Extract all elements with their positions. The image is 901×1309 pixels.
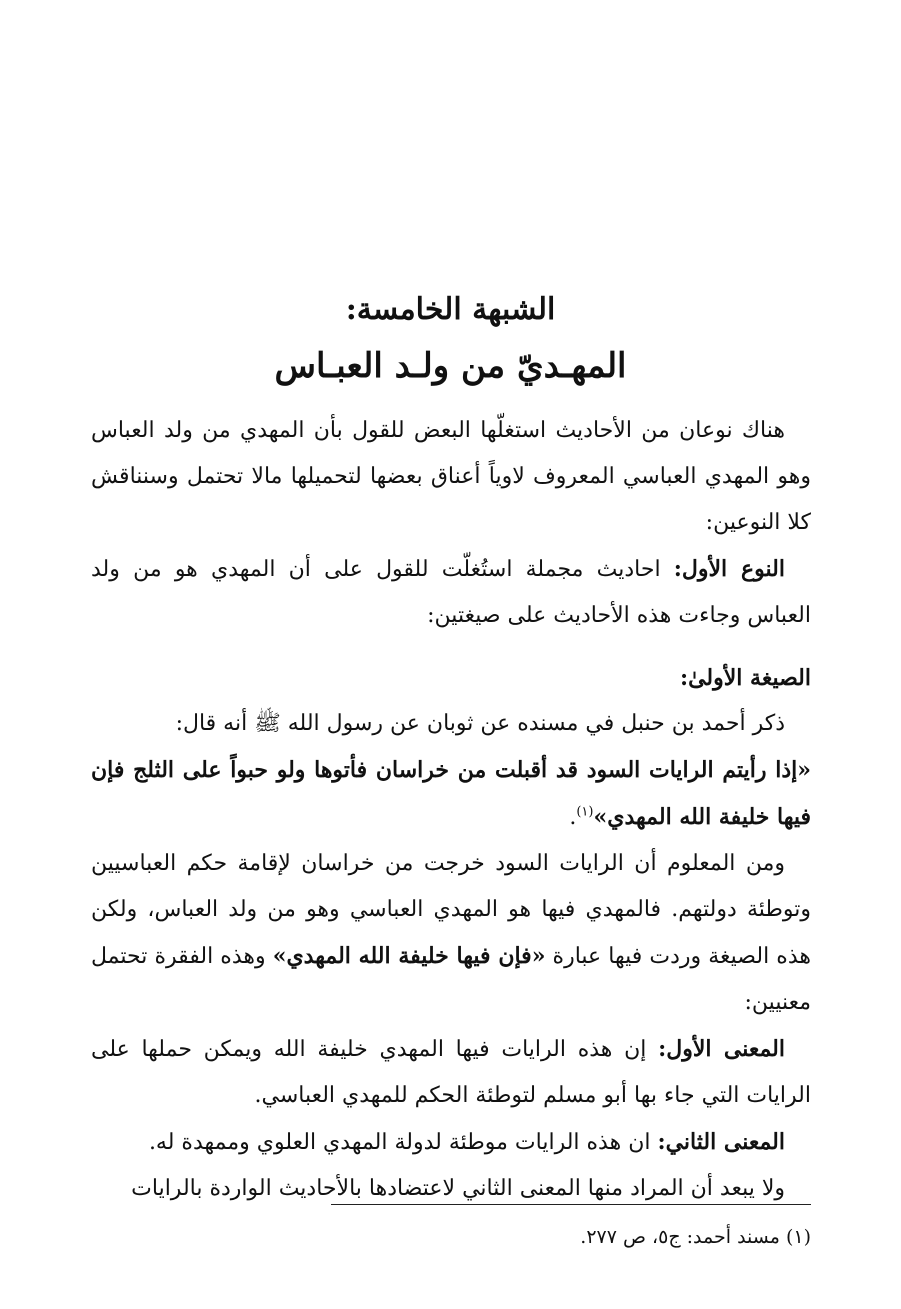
body-text <box>91 408 811 1212</box>
section-heading: الصيغة الأولىٰ: <box>679 665 811 691</box>
footnote-divider <box>331 1204 811 1205</box>
narration-intro: ذكر أحمد بن حنبل في مسنده عن ثوبان عن رسول الله ﷺ أنه قال: <box>175 711 785 736</box>
meaning1-text: إن هذه الرايات فيها المهدي خليفة الله ويمكن حملها على الرايات التي جاء بها أبو مسلم لتوطئة الحكم للمهدي العباسي. <box>91 1037 811 1108</box>
chapter-title: الشبهة الخامسة: <box>345 292 556 327</box>
footnote: (١) مسند أحمد: ج٥، ص ٢٧٧. <box>580 1226 811 1248</box>
type1-label: النوع الأول: <box>673 556 785 582</box>
closing-paragraph: ولا يبعد أن المراد منها المعنى الثاني لاعتضادها بالأحاديث الواردة بالرايات <box>131 1176 785 1201</box>
intro-paragraph: هناك نوعان من الأحاديث استغلّها البعض للقول بأن المهدي من ولد العباس وهو المهدي العباسي المعروف لاوياً أعناق بعضها لتحميلها مالا تحتمل وسنناقش كلا النوعين: <box>91 418 811 535</box>
chapter-title-block <box>0 284 901 396</box>
commentary-tail: وهذه الفقرة تحتمل معنيين: <box>91 944 811 1015</box>
commentary-text: ومن المعلوم أن الرايات السود خرجت من خراسان لإقامة حكم العباسيين وتوطئة دولتهم. فالمهدي فيها هو المهدي العباسي وهو من ولد العباس، ولكن هذه الصيغة وردت فيها عبارة <box>91 851 811 969</box>
hadith-end: . <box>569 805 577 830</box>
meaning2-text: ان هذه الرايات موطئة لدولة المهدي العلوي وممهدة له. <box>148 1130 658 1155</box>
hadith-quote: «إذا رأيتم الرايات السود قد أقبلت من خراسان فأتوها ولو حبواً على الثلج فإن فيها خليفة الله المهدي» <box>91 757 811 830</box>
type1-text: احاديث مجملة استُغلّت للقول على أن المهدي هو من ولد العباس وجاءت هذه الأحاديث على صيغتين: <box>91 557 811 628</box>
meaning2-paragraph <box>91 1119 811 1166</box>
chapter-subtitle: المهـديّ من ولـد العبـاس <box>274 346 627 386</box>
meaning2-label: المعنى الثاني: <box>657 1129 785 1155</box>
meaning1-paragraph <box>91 1026 811 1119</box>
meaning1-label: المعنى الأول: <box>658 1036 785 1062</box>
hadith-paragraph <box>91 747 811 841</box>
commentary-paragraph <box>91 841 811 1026</box>
commentary-quote: «فإن فيها خليفة الله المهدي» <box>272 943 546 969</box>
footnote-reference[interactable]: (١) <box>576 804 594 820</box>
type1-paragraph <box>91 546 811 639</box>
